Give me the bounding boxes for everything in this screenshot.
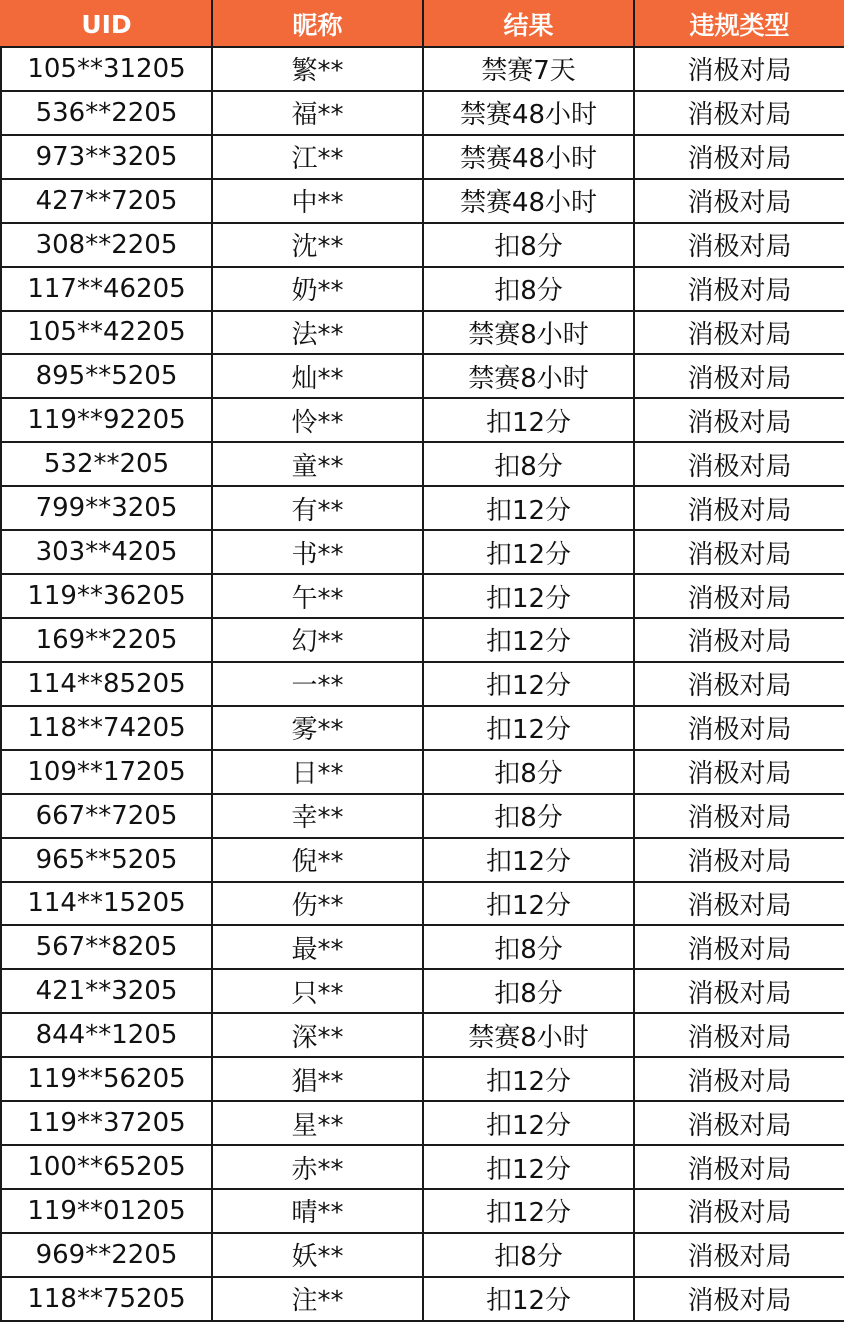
violation-type-cell: 消极对局 [634, 486, 844, 530]
nickname-cell: 幻** [212, 618, 423, 662]
uid-cell: 119**01205 [1, 1189, 212, 1233]
nickname-cell: 中** [212, 179, 423, 223]
uid-cell: 844**1205 [1, 1013, 212, 1057]
violation-type-cell: 消极对局 [634, 574, 844, 618]
result-cell: 扣8分 [423, 442, 634, 486]
result-cell: 扣12分 [423, 706, 634, 750]
nickname-cell: 灿** [212, 354, 423, 398]
violation-type-cell: 消极对局 [634, 1013, 844, 1057]
nickname-cell: 书** [212, 530, 423, 574]
table-row [1, 267, 844, 311]
result-cell: 扣8分 [423, 223, 634, 267]
result-cell: 禁赛8小时 [423, 311, 634, 355]
nickname-cell: 猖** [212, 1057, 423, 1101]
table-row [1, 1277, 844, 1321]
violation-type-cell: 消极对局 [634, 91, 844, 135]
violation-type-cell: 消极对局 [634, 1101, 844, 1145]
uid-cell: 973**3205 [1, 135, 212, 179]
table-row [1, 135, 844, 179]
result-cell: 扣8分 [423, 750, 634, 794]
uid-cell: 118**75205 [1, 1277, 212, 1321]
nickname-cell: 一** [212, 662, 423, 706]
table-row [1, 838, 844, 882]
violation-type-cell: 消极对局 [634, 223, 844, 267]
nickname-cell: 法** [212, 311, 423, 355]
table-row [1, 1145, 844, 1189]
result-cell: 扣12分 [423, 838, 634, 882]
nickname-cell: 伤** [212, 882, 423, 926]
violation-type-cell: 消极对局 [634, 925, 844, 969]
table-row [1, 882, 844, 926]
violation-type-cell: 消极对局 [634, 662, 844, 706]
result-cell: 扣12分 [423, 662, 634, 706]
uid-cell: 427**7205 [1, 179, 212, 223]
table-row [1, 969, 844, 1013]
uid-cell: 308**2205 [1, 223, 212, 267]
violation-type-cell: 消极对局 [634, 882, 844, 926]
result-cell: 扣12分 [423, 1101, 634, 1145]
uid-cell: 119**56205 [1, 1057, 212, 1101]
uid-cell: 536**2205 [1, 91, 212, 135]
table-row [1, 398, 844, 442]
nickname-cell: 奶** [212, 267, 423, 311]
nickname-cell: 怜** [212, 398, 423, 442]
table-row [1, 530, 844, 574]
result-cell: 扣12分 [423, 882, 634, 926]
nickname-cell: 星** [212, 1101, 423, 1145]
result-cell: 扣12分 [423, 1057, 634, 1101]
result-cell: 扣12分 [423, 1189, 634, 1233]
result-cell: 扣8分 [423, 267, 634, 311]
violation-type-cell: 消极对局 [634, 969, 844, 1013]
violation-type-cell: 消极对局 [634, 1233, 844, 1277]
uid-cell: 895**5205 [1, 354, 212, 398]
column-header-nickname: 昵称 [212, 1, 423, 47]
table-row [1, 442, 844, 486]
table-row [1, 47, 844, 91]
uid-cell: 109**17205 [1, 750, 212, 794]
uid-cell: 303**4205 [1, 530, 212, 574]
uid-cell: 114**85205 [1, 662, 212, 706]
nickname-cell: 雾** [212, 706, 423, 750]
violation-type-cell: 消极对局 [634, 1277, 844, 1321]
table-row [1, 1233, 844, 1277]
nickname-cell: 繁** [212, 47, 423, 91]
nickname-cell: 日** [212, 750, 423, 794]
table-row [1, 223, 844, 267]
violation-type-cell: 消极对局 [634, 311, 844, 355]
uid-cell: 105**42205 [1, 311, 212, 355]
nickname-cell: 注** [212, 1277, 423, 1321]
table-row [1, 706, 844, 750]
uid-cell: 119**92205 [1, 398, 212, 442]
uid-cell: 667**7205 [1, 794, 212, 838]
nickname-cell: 最** [212, 925, 423, 969]
violation-type-cell: 消极对局 [634, 47, 844, 91]
nickname-cell: 福** [212, 91, 423, 135]
table-row [1, 574, 844, 618]
nickname-cell: 沈** [212, 223, 423, 267]
table-row [1, 662, 844, 706]
nickname-cell: 午** [212, 574, 423, 618]
table-row [1, 750, 844, 794]
violation-type-cell: 消极对局 [634, 838, 844, 882]
violation-type-cell: 消极对局 [634, 267, 844, 311]
result-cell: 扣8分 [423, 1233, 634, 1277]
nickname-cell: 幸** [212, 794, 423, 838]
violation-type-cell: 消极对局 [634, 530, 844, 574]
violation-type-cell: 消极对局 [634, 179, 844, 223]
result-cell: 扣12分 [423, 1145, 634, 1189]
uid-cell: 799**3205 [1, 486, 212, 530]
violation-type-cell: 消极对局 [634, 1189, 844, 1233]
nickname-cell: 深** [212, 1013, 423, 1057]
uid-cell: 114**15205 [1, 882, 212, 926]
result-cell: 扣12分 [423, 398, 634, 442]
result-cell: 扣12分 [423, 618, 634, 662]
table-row [1, 486, 844, 530]
uid-cell: 117**46205 [1, 267, 212, 311]
result-cell: 扣12分 [423, 530, 634, 574]
table-row [1, 311, 844, 355]
result-cell: 扣8分 [423, 794, 634, 838]
table-row [1, 1013, 844, 1057]
column-header-result: 结果 [423, 1, 634, 47]
table-row [1, 1101, 844, 1145]
violation-type-cell: 消极对局 [634, 398, 844, 442]
nickname-cell: 有** [212, 486, 423, 530]
violation-type-cell: 消极对局 [634, 618, 844, 662]
nickname-cell: 江** [212, 135, 423, 179]
uid-cell: 118**74205 [1, 706, 212, 750]
nickname-cell: 童** [212, 442, 423, 486]
table-row [1, 1189, 844, 1233]
violation-type-cell: 消极对局 [634, 135, 844, 179]
result-cell: 禁赛48小时 [423, 135, 634, 179]
result-cell: 扣8分 [423, 969, 634, 1013]
uid-cell: 421**3205 [1, 969, 212, 1013]
uid-cell: 969**2205 [1, 1233, 212, 1277]
result-cell: 禁赛48小时 [423, 91, 634, 135]
uid-cell: 100**65205 [1, 1145, 212, 1189]
result-cell: 扣12分 [423, 574, 634, 618]
result-cell: 扣8分 [423, 925, 634, 969]
result-cell: 扣12分 [423, 1277, 634, 1321]
violation-type-cell: 消极对局 [634, 1145, 844, 1189]
table-row [1, 618, 844, 662]
result-cell: 禁赛8小时 [423, 1013, 634, 1057]
uid-cell: 105**31205 [1, 47, 212, 91]
violation-type-cell: 消极对局 [634, 1057, 844, 1101]
header-row [1, 1, 844, 47]
column-header-uid: UID [1, 1, 212, 47]
violation-type-cell: 消极对局 [634, 794, 844, 838]
nickname-cell: 倪** [212, 838, 423, 882]
uid-cell: 119**37205 [1, 1101, 212, 1145]
table-body [1, 47, 844, 1321]
violation-type-cell: 消极对局 [634, 354, 844, 398]
uid-cell: 965**5205 [1, 838, 212, 882]
table-row [1, 794, 844, 838]
nickname-cell: 只** [212, 969, 423, 1013]
uid-cell: 169**2205 [1, 618, 212, 662]
table-row [1, 91, 844, 135]
result-cell: 扣12分 [423, 486, 634, 530]
result-cell: 禁赛7天 [423, 47, 634, 91]
nickname-cell: 晴** [212, 1189, 423, 1233]
nickname-cell: 赤** [212, 1145, 423, 1189]
table-row [1, 925, 844, 969]
uid-cell: 119**36205 [1, 574, 212, 618]
violation-type-cell: 消极对局 [634, 706, 844, 750]
uid-cell: 532**205 [1, 442, 212, 486]
table-row [1, 1057, 844, 1101]
nickname-cell: 妖** [212, 1233, 423, 1277]
column-header-violation-type: 违规类型 [634, 1, 844, 47]
violation-type-cell: 消极对局 [634, 442, 844, 486]
violation-type-cell: 消极对局 [634, 750, 844, 794]
result-cell: 禁赛8小时 [423, 354, 634, 398]
uid-cell: 567**8205 [1, 925, 212, 969]
result-cell: 禁赛48小时 [423, 179, 634, 223]
table-row [1, 179, 844, 223]
table-row [1, 354, 844, 398]
